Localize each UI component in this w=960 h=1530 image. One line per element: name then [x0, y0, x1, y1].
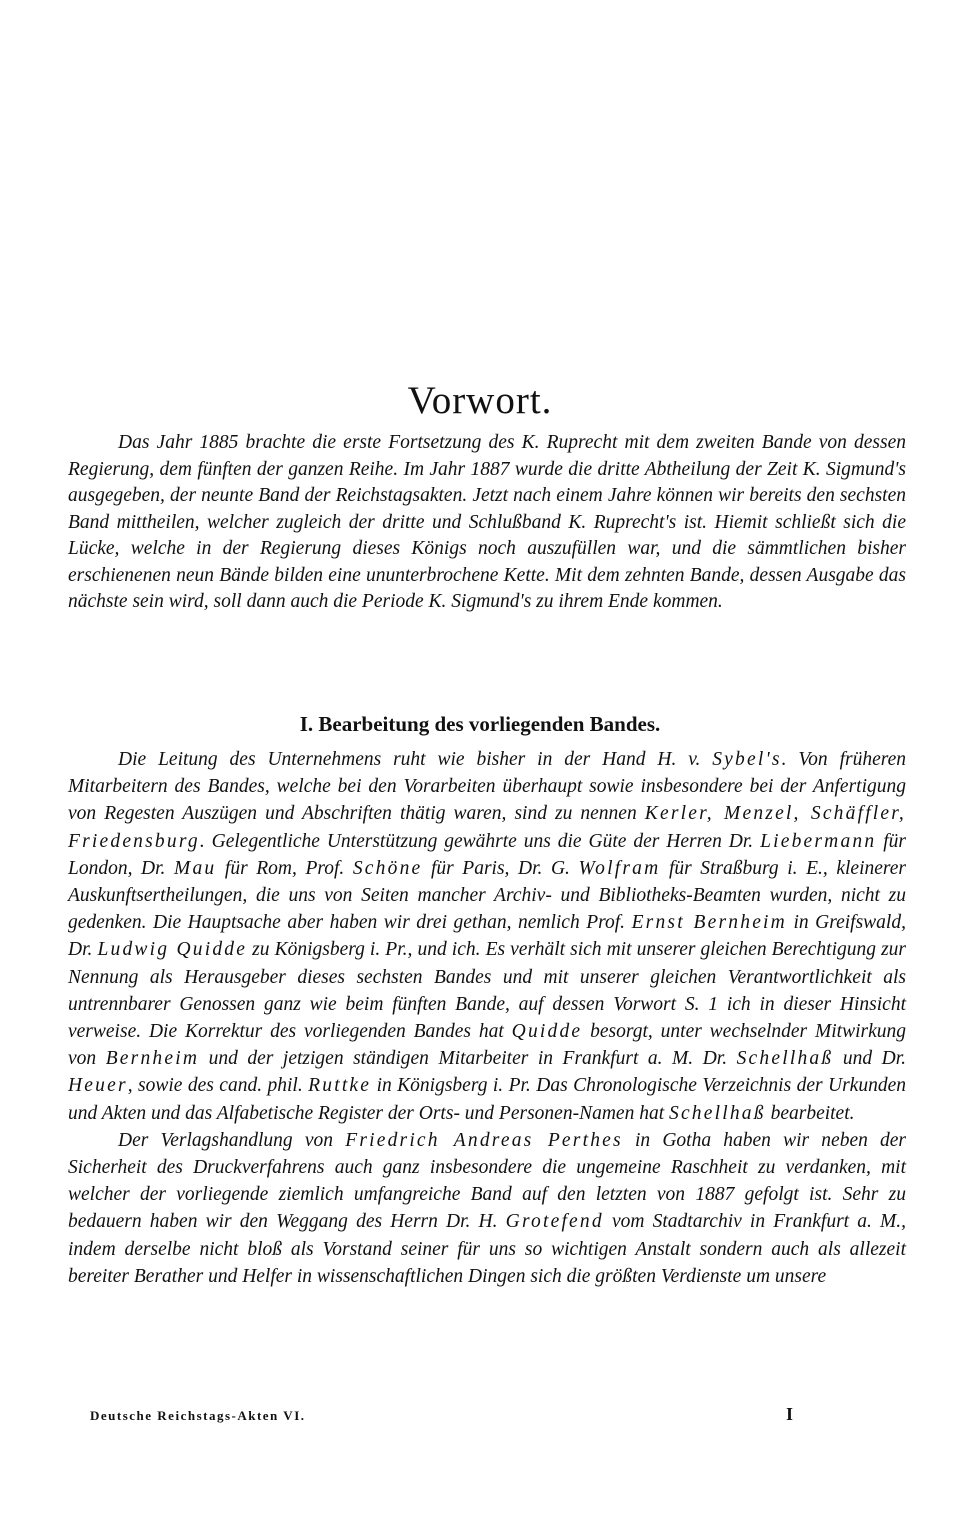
footer-signature: Deutsche Reichstags-Akten VI. [90, 1408, 306, 1423]
text-run: für London, Dr. [68, 830, 906, 879]
person-name: Schöne [352, 857, 423, 879]
text-run: bearbeitet. [765, 1102, 855, 1124]
section-body [68, 746, 906, 1290]
person-name: Mau [174, 857, 217, 879]
person-name: Friedrich Andreas Perthes [345, 1129, 623, 1151]
person-name: Grotefend [505, 1211, 604, 1233]
page-title: Vorwort. [407, 379, 553, 423]
text-run: . Von früheren Mitarbeitern des Bandes, welche bei den Vorarbeiten überhaupt sowie insbesondere bei der Anfertigung von Regesten Auszügen und Abschriften thätig waren, sind zu nennen [68, 749, 906, 825]
text-run: vom Stadtarchiv in Frankfurt a. M., indem derselbe nicht bloß als Vorstand seiner für uns so wichtigen Anstalt sondern auch als allezeit bereiter Berather und Helfer in wissenschaftlichen Dingen sich die größten Verdienste um unsere [68, 1211, 906, 1287]
sheet-number: I [786, 1404, 794, 1424]
person-name: Ruttke [308, 1075, 372, 1097]
person-name: Sybel's [712, 749, 782, 770]
text-run: besorgt, unter wechselnder Mitwirkung von [68, 1021, 907, 1070]
person-name: Bernheim [105, 1048, 200, 1070]
text-run: in Greifswald, Dr. [68, 912, 906, 961]
text-run: in Gotha haben wir neben der Sicherheit des Druckverfahrens auch ganz insbesondere die ungemeine Raschheit zu verdanken, mit welcher der vorliegende ziemlich umfangreiche Band auf den letzten von 1887 gefolgt ist. Sehr zu bedauern haben wir den Weggang des Herrn Dr. H. [68, 1129, 907, 1233]
text-run: in Königsberg i. Pr. Das Chronologische Verzeichnis der Urkunden und Akten und das Alfabetische Register der Orts- und Personen-Namen hat [68, 1075, 906, 1124]
person-name: Heuer [68, 1075, 128, 1097]
text-run: und Dr. [833, 1048, 906, 1070]
person-name: Wolfram [578, 857, 661, 879]
text-run: und der jetzigen ständigen Mitarbeiter in Frankfurt a. M. Dr. [199, 1048, 737, 1070]
text-run: zu Königsberg i. Pr., und ich. Es verhält sich mit unserer gleichen Berechtigung zur Nennung als Herausgeber dieses sechsten Bandes und mit unserer gleichen Verantwortlichkeit als untrennbarer Genossen ganz wie beim fünften Bande, auf dessen Vorwort S. 1 ich in dieser Hinsicht verweise. Die Korrektur des vorliegenden Bandes hat [68, 939, 906, 1043]
text-run: für Straßburg i. E., kleinerer Auskunftsertheilungen, die uns von Seiten mancher Archiv- und Bibliotheks-Beamten wurden, nicht zu gedenken. Die Hauptsache aber haben wir drei gethan, nemlich Prof. [68, 857, 906, 934]
text-run: . Gelegentliche Unterstützung gewährte uns die Güte der Herren Dr. [199, 830, 761, 852]
person-name: Ernst Bernheim [631, 912, 787, 934]
paragraph-contributors [68, 746, 906, 1127]
intro-text: Das Jahr 1885 brachte die erste Fortsetzung des K. Ruprecht mit dem zweiten Bande von dessen Regierung, dem fünften der ganzen Reihe. Im Jahr 1887 wurde die dritte Abtheilung der Zeit K. Sigmund's ausgegeben, der neunte Band der Reichstagsakten. Jetzt nach einem Jahre können wir bereits den sechsten Band mittheilen, welcher zugleich der dritte und Schlußband K. Ruprecht's ist. Hiemit schließt sich die Lücke, welche in der Regierung dieses Königs noch auszufüllen war, und die sämmtlichen bisher erschienenen neun Bände bilden eine ununterbrochene Kette. Mit dem zehnten Bande, dessen Ausgabe das nächste sein wird, soll dann auch die Periode K. Sigmund's zu ihrem Ende kommen. [68, 432, 906, 612]
person-name: Schellhaß [669, 1102, 766, 1124]
paragraph-publisher [68, 1127, 906, 1290]
person-name: Kerler, Menzel, Schäffler, Friedensburg [68, 803, 906, 852]
text-run: für Rom, Prof. [216, 857, 353, 879]
text-run: Der Verlagshandlung von [118, 1129, 346, 1151]
text-run: Die Leitung des Unternehmens ruht wie bisher in der Hand H. v. [118, 749, 713, 770]
person-name: Quidde [511, 1021, 583, 1043]
text-run: , sowie des cand. phil. [127, 1075, 309, 1097]
intro-paragraph [68, 430, 906, 616]
person-name: Ludwig Quidde [97, 939, 248, 961]
person-name: Schellhaß [736, 1048, 834, 1070]
person-name: Liebermann [760, 830, 877, 852]
section-heading: I. Bearbeitung des vorliegenden Bandes. [299, 712, 661, 736]
text-run: für Paris, Dr. G. [422, 857, 579, 879]
